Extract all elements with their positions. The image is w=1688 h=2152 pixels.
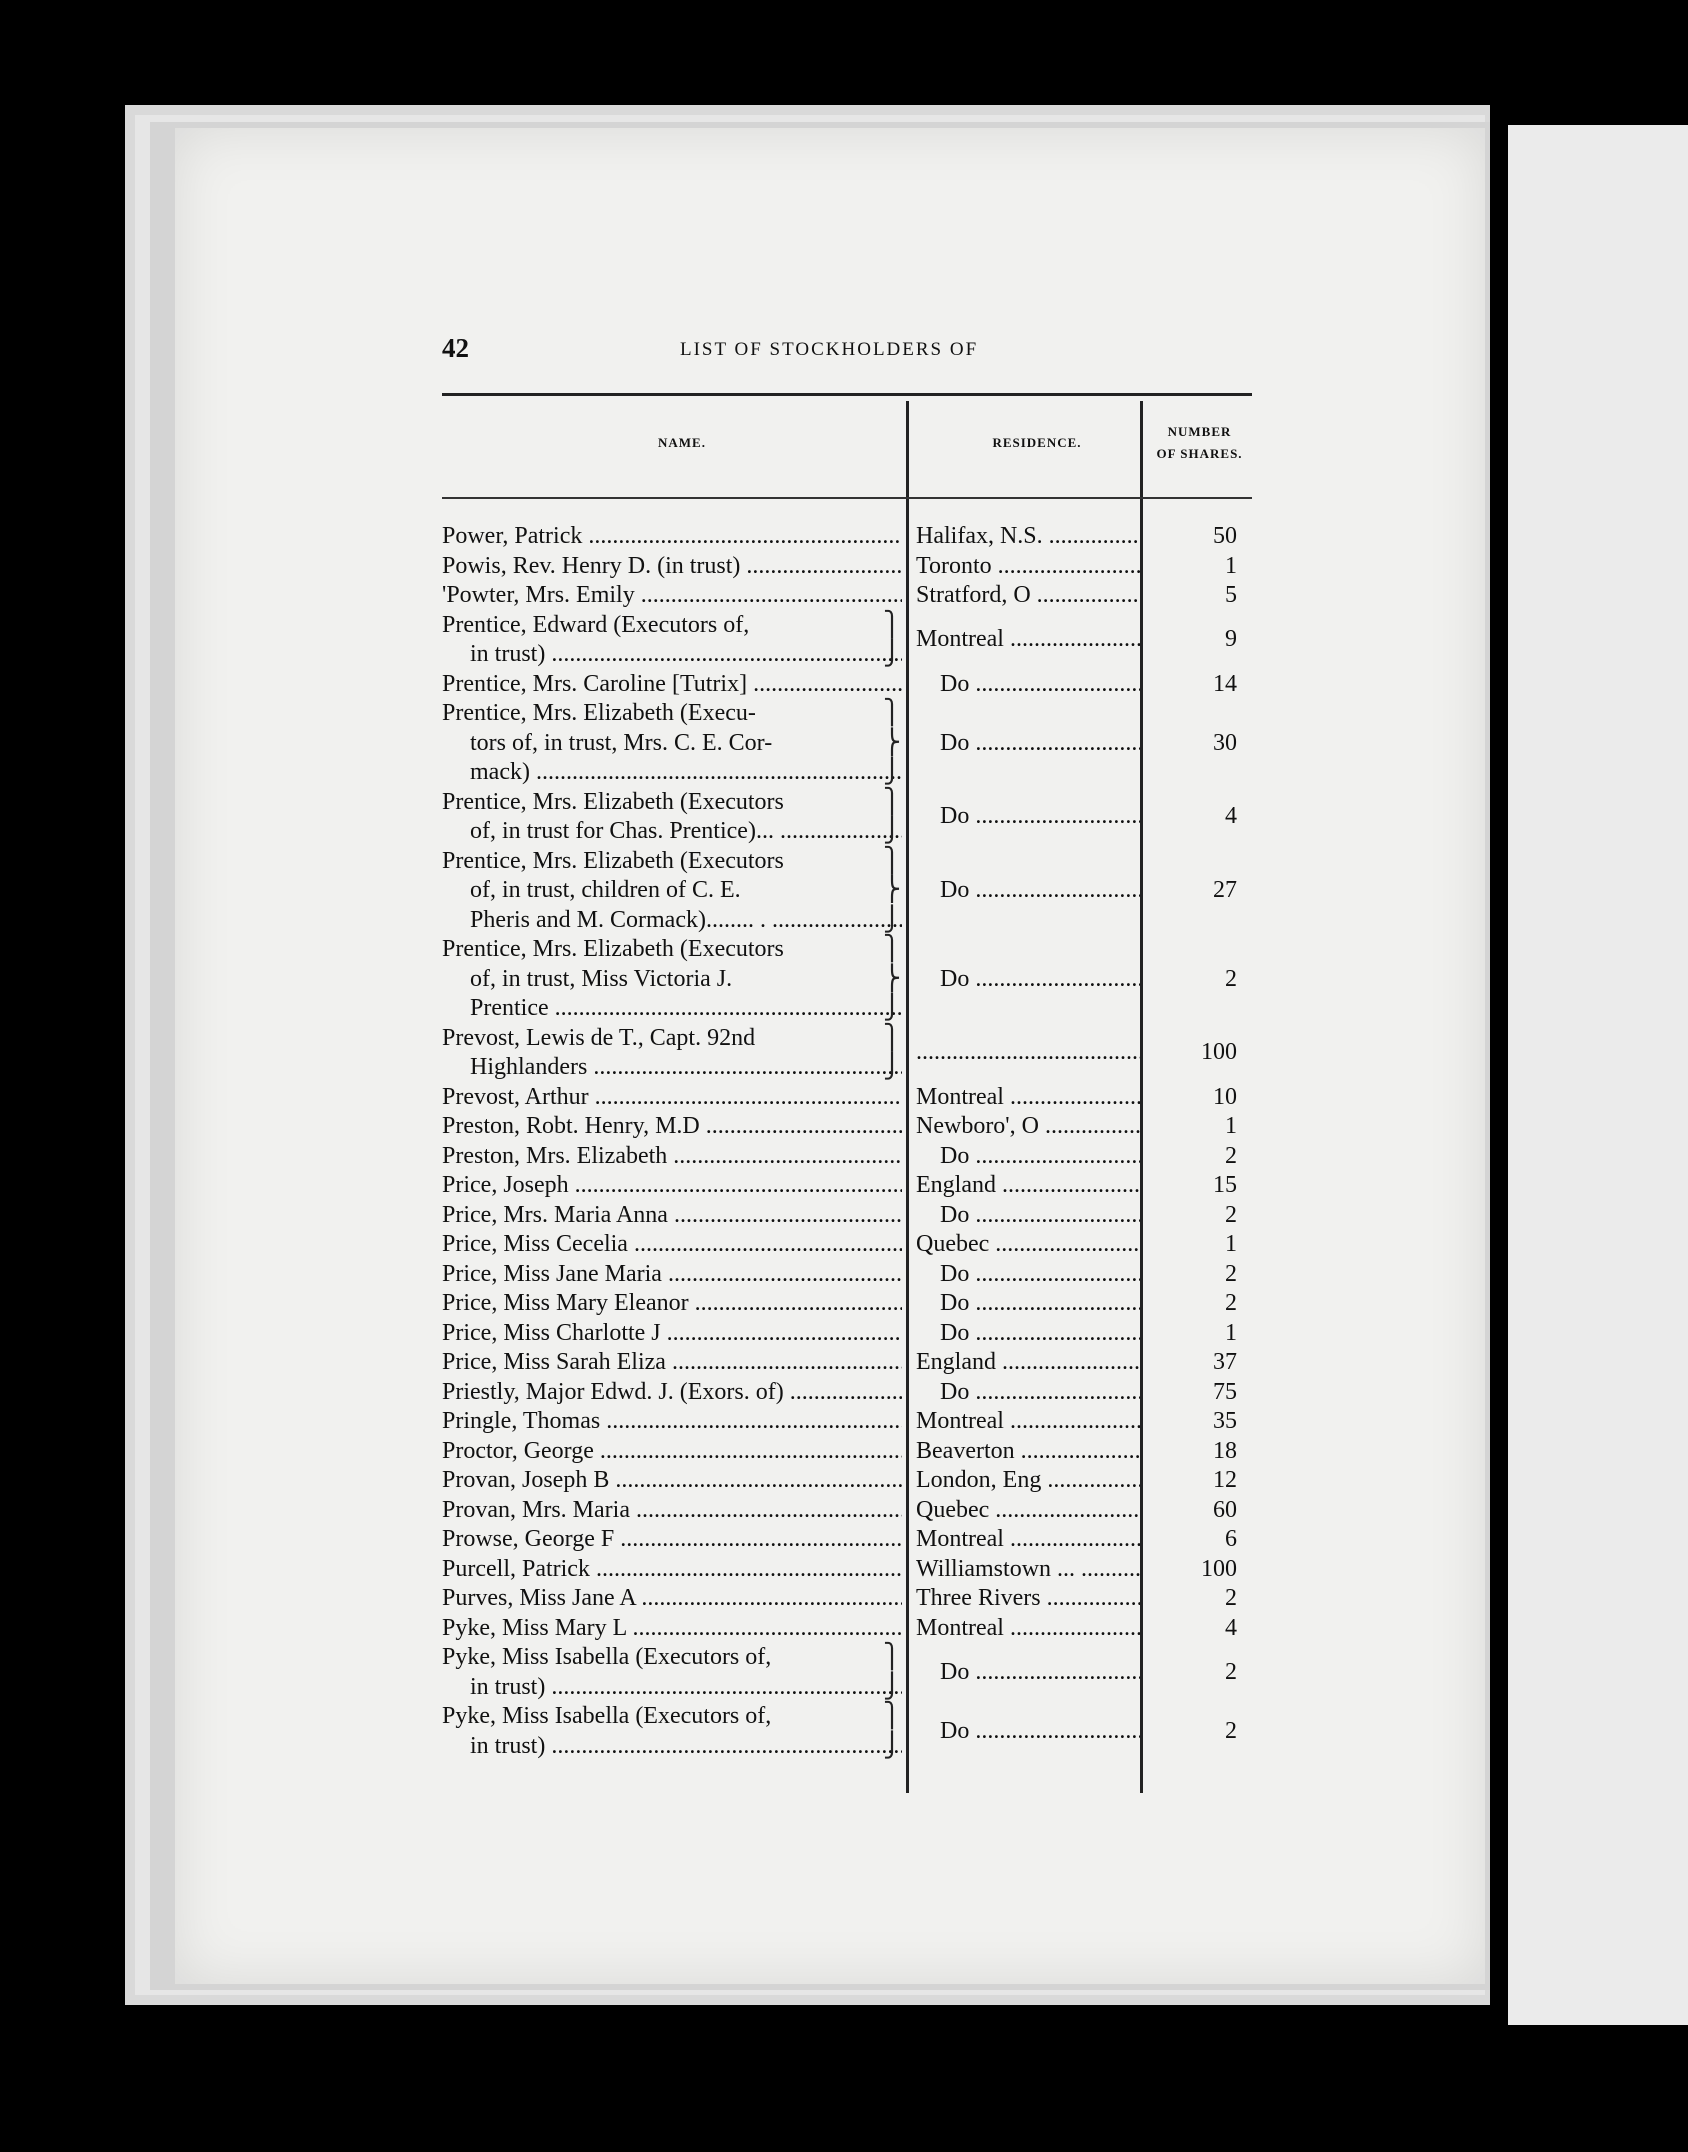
residence-text: Do	[940, 1260, 970, 1287]
column-header-shares-line: NUMBER	[1167, 424, 1232, 439]
shares-cell: 18	[1213, 1437, 1237, 1464]
stockholder-name	[442, 1348, 902, 1378]
stockholder-name-line: Power, Patrick .....	[442, 522, 902, 552]
shares-cell: 75	[1213, 1378, 1237, 1405]
residence-cell	[916, 1378, 1140, 1408]
stockholder-name-line: Pyke, Miss Mary L .....	[442, 1614, 902, 1644]
stockholder-name	[442, 670, 902, 700]
stockholder-name	[442, 522, 902, 552]
shares-cell: 15	[1213, 1172, 1237, 1198]
stockholder-name-line: Price, Miss Cecelia .....	[442, 1230, 902, 1260]
shares-cell: 2	[1225, 1658, 1237, 1685]
stockholder-name	[442, 699, 902, 788]
stockholder-name	[442, 611, 902, 670]
shares-cell: 2	[1225, 965, 1237, 992]
residence-cell	[916, 1230, 1140, 1260]
table-row	[442, 699, 1252, 788]
residence-cell	[916, 522, 1140, 552]
residence-cell	[916, 1348, 1140, 1378]
table-row	[442, 935, 1252, 1024]
stockholder-name-line: Pheris and M. Cormack)........ . .....	[442, 906, 902, 936]
table-row	[442, 1024, 1252, 1083]
table-row	[442, 847, 1252, 936]
residence-text: Do	[940, 729, 970, 756]
residence-cell	[916, 1142, 1140, 1172]
residence-text: Three Rivers	[916, 1585, 1041, 1611]
shares-cell: 5	[1225, 582, 1237, 608]
shares-cell: 35	[1213, 1408, 1237, 1434]
stockholder-name-line: Highlanders .....	[442, 1053, 902, 1083]
stockholder-name	[442, 1584, 902, 1614]
shares-cell: 10	[1213, 1083, 1237, 1110]
table-top-rule	[442, 393, 1252, 396]
column-header-shares-line: OF SHARES.	[1156, 446, 1243, 461]
shares-cell: 14	[1213, 670, 1237, 697]
stockholder-name	[442, 1230, 902, 1260]
shares-cell: 2	[1225, 1142, 1237, 1169]
stockholder-name	[442, 1083, 902, 1113]
brace-mark: ⎫ ⎭	[883, 1703, 901, 1759]
table-row	[442, 1289, 1252, 1319]
table-row	[442, 581, 1252, 611]
stockholder-name-line: Proctor, George .....	[442, 1437, 902, 1467]
stockholder-name	[442, 1525, 902, 1555]
table-row	[442, 1525, 1252, 1555]
residence-text: Newboro', O	[916, 1113, 1039, 1139]
shares-cell: 2	[1225, 1585, 1237, 1611]
residence-cell	[916, 1171, 1140, 1201]
residence-cell	[916, 965, 1140, 995]
stockholder-name-line: of, in trust for Chas. Prentice)... .....	[442, 817, 902, 847]
residence-text: Do	[940, 877, 970, 903]
table-row	[442, 1555, 1252, 1585]
stockholder-name-line: in trust) .....	[442, 640, 902, 670]
stockholder-name-line: of, in trust, children of C. E.	[470, 877, 741, 903]
residence-text: Montreal	[916, 1526, 1004, 1552]
residence-text: Williamstown ...	[916, 1555, 1076, 1582]
shares-cell: 100	[1201, 1555, 1237, 1582]
stockholder-name-line: Preston, Mrs. Elizabeth .....	[442, 1142, 902, 1172]
residence-cell	[916, 1555, 1140, 1585]
stockholder-name-line: Pyke, Miss Isabella (Executors of,	[442, 1644, 772, 1670]
residence-cell	[916, 1038, 1140, 1068]
residence-cell	[916, 1083, 1140, 1113]
residence-cell	[916, 1658, 1140, 1688]
residence-text: Do	[940, 1142, 970, 1169]
stockholder-name	[442, 1260, 902, 1290]
residence-text: Do	[940, 670, 970, 697]
stockholder-name	[442, 1171, 902, 1201]
residence-text: Toronto	[916, 552, 992, 579]
shares-cell: 30	[1213, 729, 1237, 756]
stockholder-name-line: 'Powter, Mrs. Emily .....	[442, 581, 902, 611]
stockholder-name	[442, 1142, 902, 1172]
residence-text: England	[916, 1172, 996, 1198]
shares-cell: 37	[1213, 1349, 1237, 1375]
residence-text: Stratford, O	[916, 582, 1031, 608]
stockholder-name	[442, 1289, 902, 1319]
shares-cell: 2	[1225, 1260, 1237, 1287]
stockholder-name-line: tors of, in trust, Mrs. C. E. Cor-	[470, 729, 773, 756]
residence-text: Do	[940, 965, 970, 992]
stockholder-name-line: in trust) .....	[442, 1732, 902, 1762]
table-row	[442, 1230, 1252, 1260]
residence-cell	[916, 1112, 1140, 1142]
stockholders-table	[442, 393, 1252, 1793]
stockholder-name	[442, 935, 902, 1024]
stockholder-name	[442, 1614, 902, 1644]
column-header-residence: RESIDENCE.	[992, 435, 1082, 450]
stockholder-name	[442, 1496, 902, 1526]
stockholder-name-line: Purcell, Patrick .....	[442, 1555, 902, 1585]
shares-cell: 2	[1225, 1290, 1237, 1316]
stockholder-name-line: Pringle, Thomas .....	[442, 1407, 902, 1437]
residence-text: Quebec	[916, 1496, 990, 1523]
residence-text: London, Eng	[916, 1467, 1042, 1493]
stockholder-name	[442, 1555, 902, 1585]
stockholder-name-line: Price, Miss Charlotte J .....	[442, 1319, 902, 1349]
stockholder-name-line: Prentice, Mrs. Elizabeth (Executors	[442, 847, 784, 874]
stockholder-name-line: Price, Miss Mary Eleanor .....	[442, 1289, 902, 1319]
residence-cell	[916, 876, 1140, 906]
stockholder-name	[442, 1378, 902, 1408]
stockholder-name-line: Prentice, Mrs. Elizabeth (Execu-	[442, 700, 756, 726]
residence-cell	[916, 670, 1140, 700]
facing-page-edge	[1508, 125, 1688, 2025]
stockholder-name	[442, 1024, 902, 1083]
table-row	[442, 788, 1252, 847]
residence-text: Quebec	[916, 1231, 990, 1257]
table-row	[442, 1112, 1252, 1142]
stockholder-name-line: Price, Miss Sarah Eliza .....	[442, 1348, 902, 1378]
shares-cell: 4	[1225, 1614, 1237, 1641]
residence-cell	[916, 1584, 1140, 1614]
table-row	[442, 1466, 1252, 1496]
stockholder-name	[442, 1407, 902, 1437]
residence-text: Do	[940, 1290, 970, 1316]
stockholder-name	[442, 552, 902, 582]
table-row	[442, 1142, 1252, 1172]
stockholder-name	[442, 788, 902, 847]
table-row	[442, 1171, 1252, 1201]
stockholder-name-line: mack) .....	[442, 758, 902, 788]
brace-mark: ⎫ ⎭	[883, 788, 901, 844]
residence-text: Do	[940, 1319, 970, 1346]
residence-cell	[916, 1525, 1140, 1555]
residence-text: Do	[940, 1717, 970, 1744]
column-header-shares	[1142, 421, 1257, 465]
stockholder-name	[442, 1112, 902, 1142]
stockholder-name	[442, 581, 902, 611]
stockholder-name	[442, 1201, 902, 1231]
stockholder-name-line: Prentice .....	[442, 994, 902, 1024]
stockholder-name-line: Price, Mrs. Maria Anna .....	[442, 1201, 902, 1231]
column-header-name: NAME.	[658, 435, 706, 450]
stockholder-name-line: Prevost, Arthur .....	[442, 1083, 902, 1113]
table-row	[442, 1437, 1252, 1467]
stockholder-name	[442, 1643, 902, 1702]
stockholder-name-line: Prentice, Mrs. Elizabeth (Executors	[442, 936, 784, 962]
residence-text: Montreal	[916, 1408, 1004, 1434]
residence-cell	[916, 802, 1140, 832]
table-header-rule	[442, 497, 1252, 499]
residence-cell	[916, 1407, 1140, 1437]
stockholder-name	[442, 1466, 902, 1496]
residence-cell	[916, 625, 1140, 655]
table-row	[442, 1643, 1252, 1702]
table-row	[442, 1378, 1252, 1408]
shares-cell: 9	[1225, 626, 1237, 653]
stockholder-name	[442, 847, 902, 936]
residence-text: Montreal	[916, 626, 1004, 653]
stockholder-name-line: Purves, Miss Jane A .....	[442, 1584, 902, 1614]
brace-mark: ⎫ ⎭	[883, 611, 901, 667]
table-row	[442, 1083, 1252, 1113]
shares-cell: 1	[1225, 552, 1237, 579]
shares-cell: 60	[1213, 1496, 1237, 1523]
shares-cell: 1	[1225, 1113, 1237, 1139]
stockholder-name	[442, 1702, 902, 1761]
residence-text: Beaverton	[916, 1437, 1015, 1464]
stockholder-name-line: Pyke, Miss Isabella (Executors of,	[442, 1703, 772, 1729]
residence-cell	[916, 581, 1140, 611]
brace-mark: ⎫ ⎭	[883, 1644, 901, 1700]
residence-text: Do	[940, 1201, 970, 1228]
stockholder-name-line: Prentice, Mrs. Elizabeth (Executors	[442, 788, 784, 815]
stockholder-name-line: Provan, Mrs. Maria .....	[442, 1496, 902, 1526]
page-number: 42	[442, 333, 469, 363]
stockholder-name-line: Prowse, George F .....	[442, 1525, 902, 1555]
residence-cell	[916, 1289, 1140, 1319]
shares-cell: 2	[1225, 1717, 1237, 1744]
stockholder-name-line: Prentice, Edward (Executors of,	[442, 611, 750, 638]
residence-cell	[916, 1496, 1140, 1526]
residence-cell	[916, 729, 1140, 759]
shares-cell: 6	[1225, 1526, 1237, 1552]
residence-cell	[916, 1437, 1140, 1467]
stockholder-name	[442, 1437, 902, 1467]
residence-cell	[916, 552, 1140, 582]
table-row	[442, 1614, 1252, 1644]
table-row	[442, 552, 1252, 582]
running-title: LIST OF STOCKHOLDERS OF	[680, 339, 979, 360]
table-row	[442, 1496, 1252, 1526]
stockholder-name-line: Preston, Robt. Henry, M.D .....	[442, 1112, 902, 1142]
residence-cell	[916, 1260, 1140, 1290]
stockholder-name-line: of, in trust, Miss Victoria J.	[470, 965, 733, 992]
table-row	[442, 611, 1252, 670]
table-row	[442, 1260, 1252, 1290]
shares-cell: 2	[1225, 1201, 1237, 1228]
shares-cell: 50	[1213, 523, 1237, 549]
brace-mark: ⎫ ⎬ ⎭	[883, 936, 901, 1021]
shares-cell: 12	[1213, 1467, 1237, 1493]
residence-cell	[916, 1319, 1140, 1349]
table-row	[442, 1407, 1252, 1437]
shares-cell: 1	[1225, 1231, 1237, 1257]
table-row	[442, 1584, 1252, 1614]
stockholder-name-line: Prentice, Mrs. Caroline [Tutrix] .....	[442, 670, 902, 700]
residence-text: Montreal	[916, 1083, 1004, 1110]
shares-cell: 100	[1201, 1039, 1237, 1066]
stockholder-name-line: Prevost, Lewis de T., Capt. 92nd	[442, 1024, 756, 1051]
residence-text: Do	[940, 1658, 970, 1685]
stockholder-name-line: Price, Miss Jane Maria .....	[442, 1260, 902, 1290]
table-body	[442, 522, 1252, 1761]
shares-cell: 4	[1225, 803, 1237, 830]
table-row	[442, 522, 1252, 552]
stockholder-name-line: Provan, Joseph B .....	[442, 1466, 902, 1496]
residence-text: England	[916, 1349, 996, 1375]
stockholder-name-line: in trust) .....	[442, 1673, 902, 1703]
residence-text: Montreal	[916, 1614, 1004, 1641]
table-row	[442, 1348, 1252, 1378]
residence-text: Do	[940, 1378, 970, 1405]
table-row	[442, 670, 1252, 700]
stockholder-name-line: Price, Joseph .....	[442, 1171, 902, 1201]
shares-cell: 1	[1225, 1319, 1237, 1346]
brace-mark: ⎫ ⎬ ⎭	[883, 847, 901, 933]
table-row	[442, 1201, 1252, 1231]
stockholder-name-line: Powis, Rev. Henry D. (in trust) .....	[442, 552, 902, 582]
shares-cell: 27	[1213, 877, 1237, 903]
residence-cell	[916, 1466, 1140, 1496]
table-row	[442, 1702, 1252, 1761]
residence-text: Do	[940, 803, 970, 830]
stockholder-name-line: Priestly, Major Edwd. J. (Exors. of) .....	[442, 1378, 902, 1408]
residence-text: Halifax, N.S.	[916, 523, 1043, 549]
residence-cell	[916, 1717, 1140, 1747]
brace-mark: ⎫ ⎬ ⎭	[883, 700, 901, 785]
table-row	[442, 1319, 1252, 1349]
stockholder-name	[442, 1319, 902, 1349]
page-header	[442, 333, 1262, 373]
residence-cell	[916, 1614, 1140, 1644]
brace-mark: ⎫ ⎭	[883, 1024, 901, 1080]
residence-cell	[916, 1201, 1140, 1231]
